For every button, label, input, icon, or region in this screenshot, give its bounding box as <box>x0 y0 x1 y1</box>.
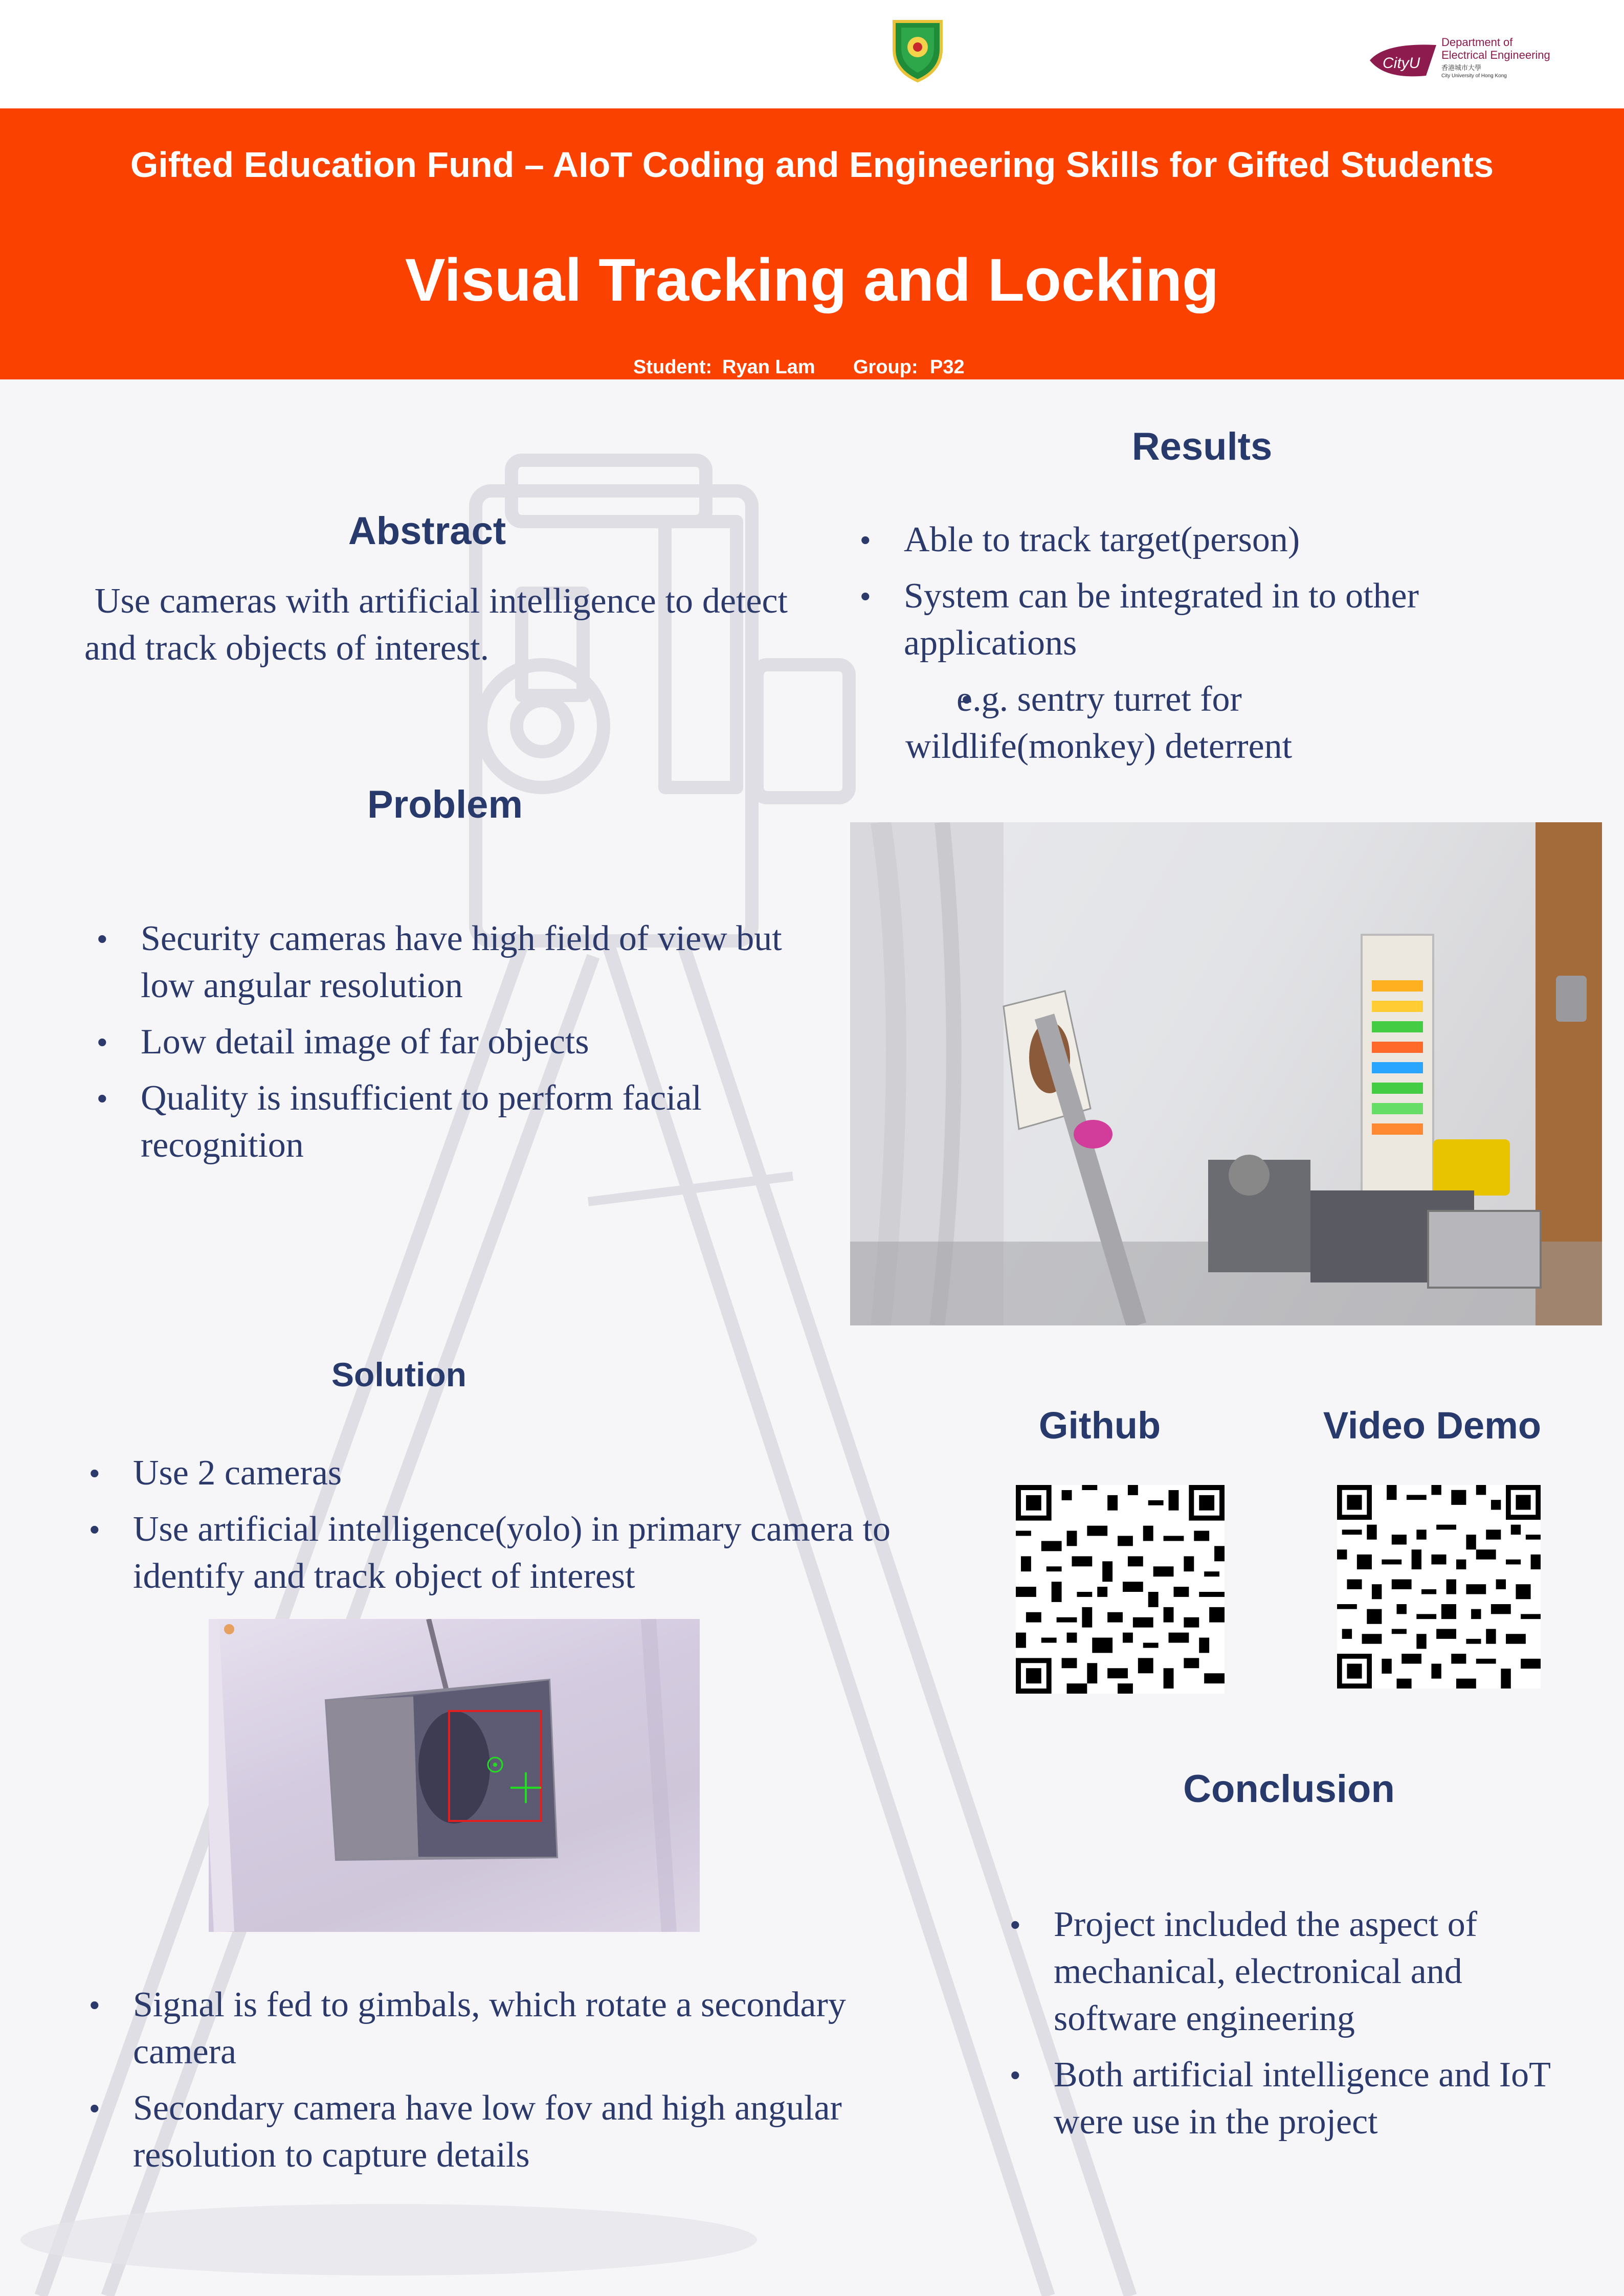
dept-line-1: Department of <box>1441 36 1513 49</box>
solution-heading: Solution <box>331 1356 466 1393</box>
poster-title: Visual Tracking and Locking <box>405 246 1219 314</box>
sentry-turret-photo <box>850 822 1602 1325</box>
solution-item: • Use 2 cameras <box>84 1450 933 1497</box>
problem-item: • Security cameras have high field of view but low angular resolution <box>92 915 808 1009</box>
solution-item: • Use artificial intelligence(yolo) in primary camera to identify and track object of interest <box>84 1506 933 1600</box>
cityu-department-logo <box>1365 36 1579 87</box>
github-label: Github <box>1038 1404 1161 1447</box>
solution-item: • Secondary camera have low fov and high angular resolution to capture details <box>84 2085 933 2179</box>
dept-line-2: Electrical Engineering <box>1441 49 1550 61</box>
problem-heading: Problem <box>367 783 523 826</box>
github-qr-code[interactable] <box>1016 1485 1225 1694</box>
group-label: Group: <box>853 356 918 378</box>
results-item: • Able to track target(person) <box>855 516 1536 564</box>
abstract-text: Use cameras with artificial intelligence to detect and track objects of interest. <box>84 581 788 668</box>
results-heading: Results <box>1131 425 1273 468</box>
school-crest-logo <box>889 17 946 83</box>
student-name: Ryan Lam <box>722 356 815 378</box>
conclusion-item: • Project included the aspect of mechanical, electronical and software engineering <box>1005 1901 1558 2042</box>
solution-list-top <box>84 1450 933 1609</box>
problem-item: • Quality is insufficient to perform facial recognition <box>92 1075 808 1169</box>
results-sub-list <box>905 676 1417 779</box>
conclusion-list <box>1005 1901 1558 2155</box>
cityu-chinese-name: 香港城市大學 <box>1441 64 1482 72</box>
tracking-scene <box>209 1619 700 1932</box>
group-value: P32 <box>930 356 965 378</box>
conclusion-item: • Both artificial intelligence and IoT were use in the project <box>1005 2052 1558 2146</box>
video-demo-label: Video Demo <box>1323 1404 1542 1447</box>
abstract-heading: Abstract <box>348 509 506 553</box>
video-demo-qr-code[interactable] <box>1337 1485 1541 1689</box>
problem-item: • Low detail image of far objects <box>92 1019 808 1066</box>
cityu-logo-mark <box>1365 40 1441 81</box>
tracking-camera-image <box>209 1619 700 1932</box>
turret-scene <box>850 822 1602 1325</box>
problem-list <box>92 915 808 1178</box>
solution-item: • Signal is fed to gimbals, which rotate a secondary camera <box>84 1982 933 2076</box>
svg-text:CityU: CityU <box>1383 55 1420 72</box>
results-list <box>855 516 1536 676</box>
fund-line: Gifted Education Fund – AIoT Coding and Engineering Skills for Gifted Students <box>130 145 1494 185</box>
student-label: Student: <box>633 356 713 378</box>
cityu-english-name: City University of Hong Kong <box>1441 73 1507 79</box>
results-sub-item: • e.g. sentry turret for wildlife(monkey) deterrent <box>905 676 1417 770</box>
conclusion-heading: Conclusion <box>1183 1767 1395 1811</box>
solution-list-bottom <box>84 1982 933 2188</box>
results-item: • System can be integrated in to other applications <box>855 573 1536 667</box>
